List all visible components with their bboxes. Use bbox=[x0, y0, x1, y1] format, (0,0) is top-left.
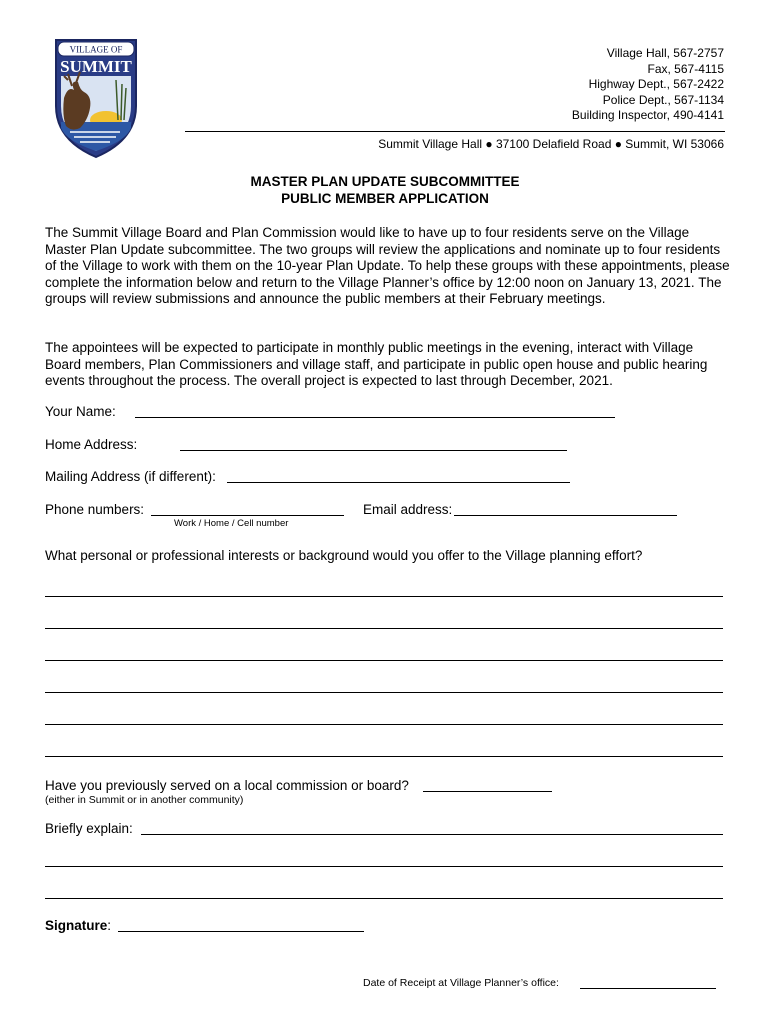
village-address: Summit Village Hall ● 37100 Delafield Road ● Summit, WI 53066 bbox=[378, 137, 724, 151]
phone-hint: Work / Home / Cell number bbox=[174, 518, 289, 529]
interests-answer-line[interactable] bbox=[45, 628, 723, 629]
interests-answer-line[interactable] bbox=[45, 756, 723, 757]
expectations-paragraph: The appointees will be expected to participate in monthly public meetings in the evening, interact with Village Board members, Plan Commissioners and village staff, and participate in public open house and public hearing events throughout the process. The overall project is expected to last through December, 2021. bbox=[45, 340, 708, 388]
name-row bbox=[45, 404, 116, 419]
receipt-row bbox=[363, 977, 559, 989]
signature-field[interactable] bbox=[118, 920, 364, 932]
summit-shield-icon bbox=[50, 36, 142, 160]
interests-answer-line[interactable] bbox=[45, 596, 723, 597]
home-address-row bbox=[45, 437, 137, 452]
email-row bbox=[363, 502, 452, 517]
receipt-label: Date of Receipt at Village Planner’s office: bbox=[363, 977, 559, 989]
explain-row bbox=[45, 821, 133, 836]
interests-question: What personal or professional interests or background would you offer to the Village planning effort? bbox=[45, 548, 643, 563]
phone-label: Phone numbers: bbox=[45, 502, 145, 517]
contact-village-hall: Village Hall, 567-2757 bbox=[606, 46, 724, 60]
mailing-address-field[interactable] bbox=[227, 471, 570, 483]
phone-field[interactable] bbox=[151, 504, 344, 516]
contact-list bbox=[572, 46, 724, 124]
contact-fax: Fax, 567-4115 bbox=[647, 61, 724, 76]
contact-highway: Highway Dept., 567-2422 bbox=[588, 77, 724, 91]
village-logo bbox=[50, 36, 142, 160]
interests-answer-line[interactable] bbox=[45, 692, 723, 693]
explain-answer-line[interactable] bbox=[45, 898, 723, 899]
served-hint: (either in Summit or in another community) bbox=[45, 794, 244, 806]
form-title-line1: MASTER PLAN UPDATE SUBCOMMITTEE bbox=[250, 174, 520, 189]
logo-name: SUMMIT bbox=[60, 57, 132, 76]
contact-police: Police Dept., 567-1134 bbox=[602, 92, 724, 107]
signature-colon: : bbox=[107, 918, 112, 933]
header-divider bbox=[185, 131, 725, 132]
contact-building-inspector: Building Inspector, 490-4141 bbox=[571, 108, 724, 122]
explain-field[interactable] bbox=[141, 823, 723, 835]
email-label: Email address: bbox=[363, 502, 453, 517]
phone-row bbox=[45, 502, 144, 517]
signature-row bbox=[45, 918, 111, 933]
intro-paragraph: The Summit Village Board and Plan Commission would like to have up to four residents serve on the Village Master Plan Update subcommittee. The two groups will review the applications and nominate up to four residents of the Village to work with them on the 10-year Plan Update. To help these groups with these appointments, please complete the information below and return to the Village Planner’s office by 12:00 noon on January 13, 2021. The groups will review submissions and announce the public members at their February meetings. bbox=[45, 225, 730, 306]
form-title-line2: PUBLIC MEMBER APPLICATION bbox=[281, 191, 489, 206]
explain-answer-line[interactable] bbox=[45, 866, 723, 867]
form-title bbox=[0, 173, 770, 207]
home-address-field[interactable] bbox=[180, 439, 567, 451]
home-address-label: Home Address: bbox=[45, 437, 138, 452]
receipt-date-field[interactable] bbox=[580, 978, 716, 989]
served-question: Have you previously served on a local commission or board? bbox=[45, 778, 409, 793]
email-field[interactable] bbox=[454, 504, 677, 516]
served-answer-field[interactable] bbox=[423, 780, 552, 792]
interests-answer-line[interactable] bbox=[45, 660, 723, 661]
name-field[interactable] bbox=[135, 406, 615, 418]
mailing-address-row bbox=[45, 469, 216, 484]
logo-top-text: VILLAGE OF bbox=[69, 44, 123, 55]
name-label: Your Name: bbox=[45, 404, 116, 419]
interests-answer-line[interactable] bbox=[45, 724, 723, 725]
explain-label: Briefly explain: bbox=[45, 821, 133, 836]
signature-label: Signature bbox=[45, 918, 108, 933]
mailing-address-label: Mailing Address (if different): bbox=[45, 469, 216, 484]
